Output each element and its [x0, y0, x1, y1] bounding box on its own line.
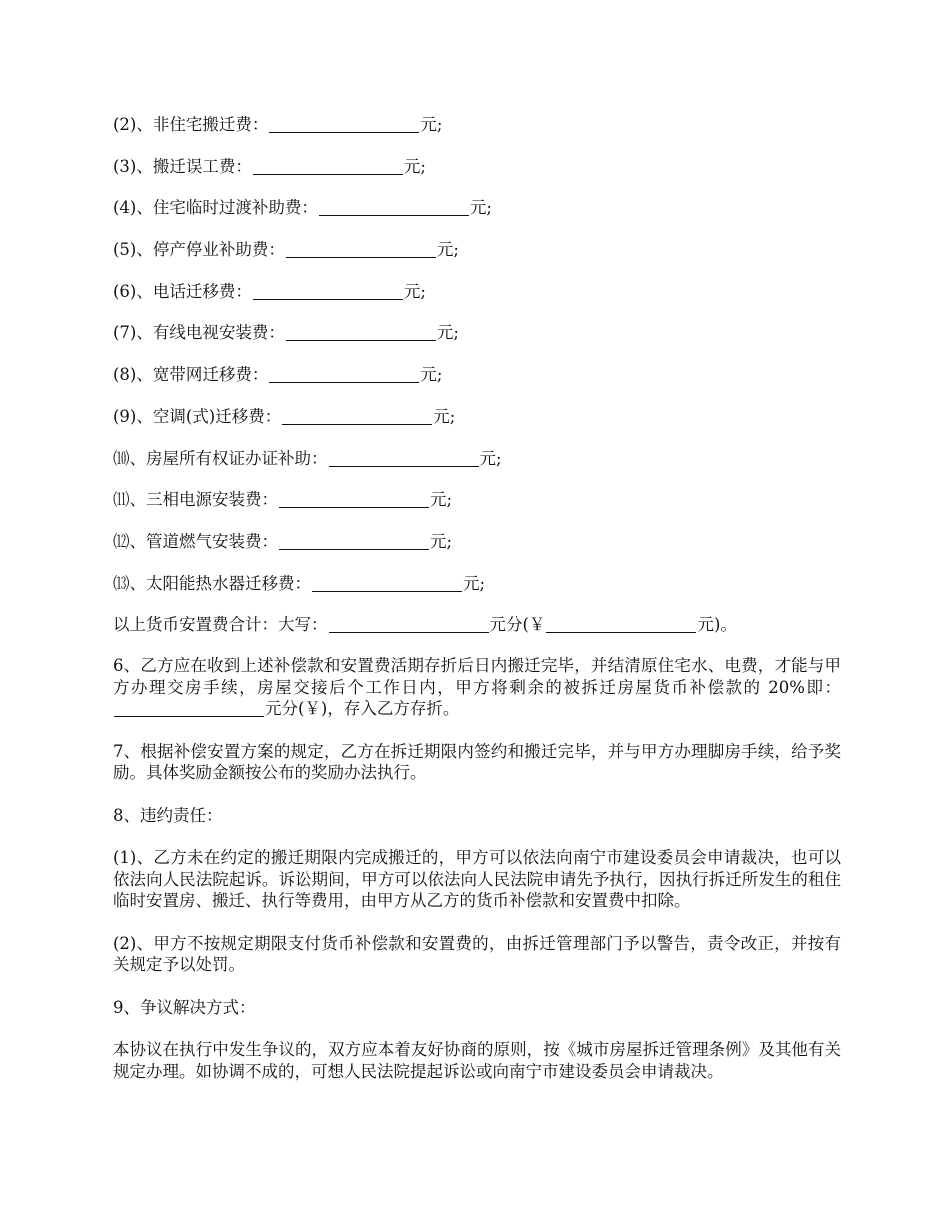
fee-list [113, 113, 843, 655]
fee-unit: 元; [403, 156, 426, 176]
blank-field [546, 614, 696, 633]
total-unit: 元)。 [697, 615, 737, 635]
fee-label: (3)、搬迁误工费： [113, 156, 252, 176]
fee-unit: 元; [436, 323, 459, 343]
fee-unit: 元; [430, 531, 453, 551]
fee-label: ⑽、房屋所有权证办证补助： [113, 448, 328, 468]
fee-line [113, 572, 843, 614]
fee-unit: 元; [433, 406, 456, 426]
fee-line [113, 405, 843, 447]
fee-label: (2)、非住宅搬迁费： [113, 115, 269, 134]
paragraph-8-1: (1)、乙方未在约定的搬迁期限内完成搬迁的，甲方可以依法向南宁市建设委员会申请裁决，也可以依法向人民法院起诉。诉讼期间，甲方可以依法向人民法院申请先予执行，因执行拆迁所发生的租住临时安置房、搬迁、执行等费用，由甲方从乙方的货币补偿款和安置费中扣除。 [113, 848, 841, 910]
fee-line [113, 363, 843, 405]
fee-line [113, 321, 843, 363]
blank-field [312, 573, 462, 592]
fee-label: (5)、停产停业补助费： [113, 240, 285, 260]
blank-field [253, 281, 403, 300]
fee-unit: 元; [436, 240, 459, 260]
fee-unit: 元; [403, 281, 426, 301]
blank-field [282, 406, 432, 425]
fee-unit: 元; [420, 115, 443, 134]
paragraph-9: 本协议在执行中发生争议的，双方应本着友好协商的原则，按《城市房屋拆迁管理条例》及其他有关规定办理。如协调不成的，可想人民法院提起诉讼或向南宁市建设委员会申请裁决。 [113, 1040, 841, 1081]
fee-line [113, 280, 843, 322]
fee-line [113, 113, 843, 155]
total-label: 以上货币安置费合计：大写： [113, 615, 328, 635]
fee-unit: 元; [469, 198, 492, 218]
blank-field [253, 156, 403, 175]
fee-label: (9)、空调(式)迁移费： [113, 406, 282, 426]
fee-line [113, 530, 843, 572]
fee-label: ⑿、管道燃气安装费： [113, 531, 278, 551]
section-heading-breach: 8、违约责任： [113, 805, 223, 825]
fee-line [113, 238, 843, 280]
fee-unit: 元; [430, 490, 453, 510]
blank-field [329, 614, 489, 633]
paragraph-8-2: (2)、甲方不按规定期限支付货币补偿款和安置费的，由拆迁管理部门予以警告，责令改正，并按有关规定予以处罚。 [113, 933, 841, 974]
blank-field [279, 531, 429, 550]
section-heading-dispute: 9、争议解决方式： [113, 997, 256, 1017]
paragraph-6-text: 6、乙方应在收到上述补偿款和安置费活期存折后日内搬迁完毕，并结清原住宅水、电费，才能与甲方办理交房手续，房屋交接后个工作日内，甲方将剩余的被拆迁房屋货币补偿款的 20%即： [113, 656, 841, 697]
fee-label: (4)、住宅临时过渡补助费： [113, 198, 318, 218]
blank-field [319, 197, 469, 216]
document-body [113, 655, 841, 1103]
blank-field [279, 489, 429, 508]
fee-line [113, 155, 843, 197]
fee-unit: 元; [479, 448, 502, 468]
blank-field [269, 114, 419, 133]
fee-label: (7)、有线电视安装费： [113, 323, 285, 343]
fee-label: ⑾、三相电源安装费： [113, 490, 278, 510]
paragraph-6 [113, 655, 841, 720]
fee-unit: 元; [463, 573, 486, 593]
fee-label: (6)、电话迁移费： [113, 281, 252, 301]
paragraph-7: 7、根据补偿安置方案的规定，乙方在拆迁期限内签约和搬迁完毕，并与甲方办理脚房手续，给予奖励。具体奖励金额按公布的奖励办法执行。 [113, 741, 841, 782]
fee-line [113, 196, 843, 238]
fee-label: (8)、宽带网迁移费： [113, 365, 269, 385]
blank-field [114, 698, 264, 717]
fee-unit: 元; [420, 365, 443, 385]
fee-line [113, 447, 843, 489]
fee-line [113, 488, 843, 530]
blank-field [286, 239, 436, 258]
blank-field [269, 364, 419, 383]
total-middle: 元分(￥ [489, 615, 546, 635]
blank-field [329, 448, 479, 467]
fee-label: ⒀、太阳能热水器迁移费： [113, 573, 311, 593]
total-line [113, 613, 843, 655]
paragraph-6-tail: 元分(￥)，存入乙方存折。 [265, 699, 460, 718]
blank-field [286, 322, 436, 341]
